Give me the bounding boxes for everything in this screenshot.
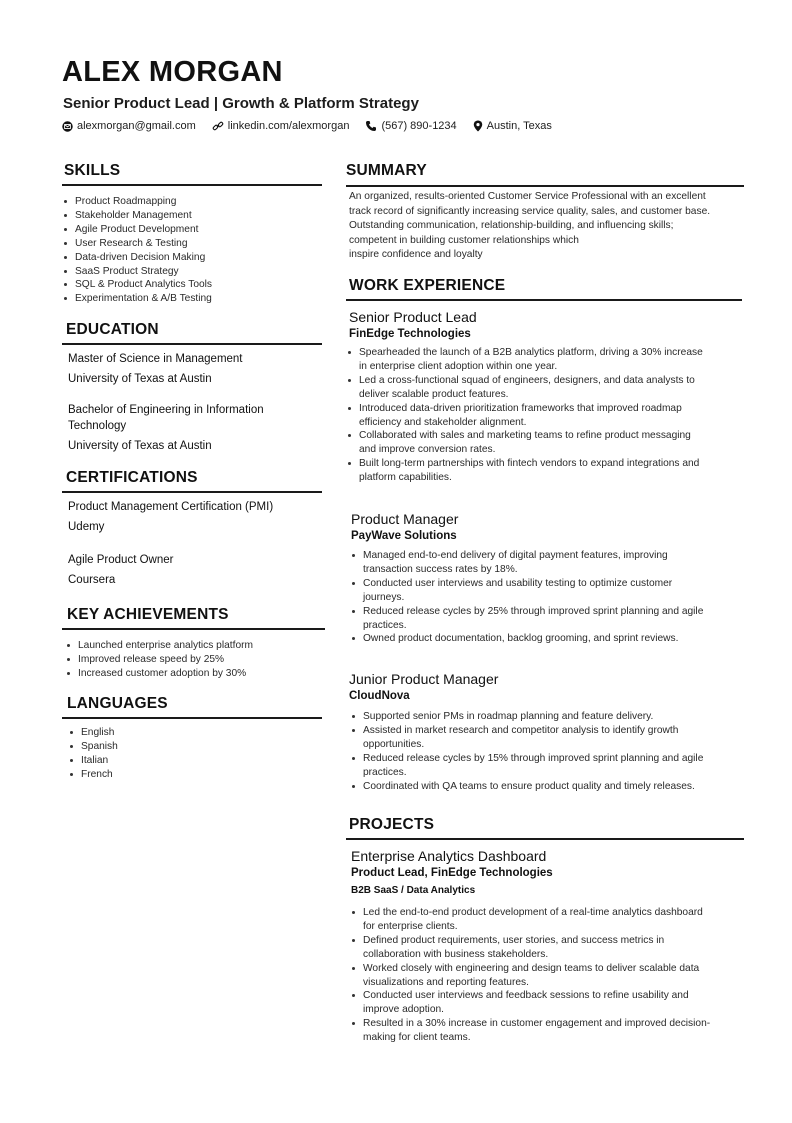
project-name: Enterprise Analytics Dashboard	[351, 848, 547, 864]
experience-heading: WORK EXPERIENCE	[349, 277, 506, 294]
summary-line: An organized, results-oriented Customer Service Professional with an excellent	[349, 191, 706, 202]
job-bullets	[351, 549, 751, 646]
job-bullet: Built long-term partnerships with fintech vendors to expand integrations and platform capabilities.	[347, 457, 747, 485]
achievement-item: Increased customer adoption by 30%	[66, 667, 253, 681]
job-bullet: Reduced release cycles by 25% through improved sprint planning and agile practices.	[351, 605, 751, 633]
job-bullets	[347, 346, 747, 485]
job-company: PayWave Solutions	[351, 530, 457, 542]
contact-phone[interactable]	[365, 120, 456, 132]
summary-line: competent in building customer relationships which	[349, 234, 579, 246]
language-item: French	[69, 768, 118, 782]
job-bullet: Assisted in market research and competitor analysis to identify growth opportunities.	[351, 724, 751, 752]
certifications-divider	[62, 491, 322, 493]
project-bullet: Worked closely with engineering and design teams to deliver scalable data visualizations and reporting features.	[351, 962, 751, 990]
certifications-heading: CERTIFICATIONS	[66, 469, 198, 486]
education-school: University of Texas at Austin	[68, 440, 212, 452]
project-bullets	[351, 906, 751, 1045]
project-bullet: Defined product requirements, user stories, and success metrics in collaboration with business stakeholders.	[351, 934, 751, 962]
project-bullet: Led the end-to-end product development of a real-time analytics dashboard for enterprise clients.	[351, 906, 751, 934]
projects-divider	[346, 838, 744, 840]
job-bullet: Managed end-to-end delivery of digital payment features, improving transaction success rates by 18%.	[351, 549, 751, 577]
achievements-divider	[62, 628, 325, 630]
skills-divider	[62, 184, 322, 186]
projects-heading: PROJECTS	[349, 816, 435, 833]
contact-bar	[62, 120, 568, 132]
job-title: Junior Product Manager	[349, 671, 499, 687]
skills-list	[63, 195, 212, 306]
languages-list	[69, 726, 118, 782]
job-bullet: Owned product documentation, backlog grooming, and sprint reviews.	[351, 632, 751, 646]
job-title: Product Manager	[351, 511, 459, 527]
email-text: alexmorgan@gmail.com	[77, 120, 196, 132]
linkedin-text: linkedin.com/alexmorgan	[227, 120, 350, 132]
summary-heading: SUMMARY	[346, 162, 427, 179]
contact-linkedin[interactable]	[212, 120, 350, 132]
project-bullet: Resulted in a 30% increase in customer engagement and improved decision- making for client teams.	[351, 1017, 751, 1045]
summary-line: track record of significantly increasing service quality, sales, and customer base.	[349, 205, 711, 217]
education-school: University of Texas at Austin	[68, 373, 212, 385]
project-bullet: Conducted user interviews and feedback sessions to refine usability and improve adoption.	[351, 989, 751, 1017]
achievement-item: Launched enterprise analytics platform	[66, 639, 253, 653]
skill-item: Stakeholder Management	[63, 209, 212, 223]
summary-divider	[346, 185, 744, 187]
headline: Senior Product Lead | Growth & Platform Strategy	[63, 95, 419, 112]
certification-issuer: Coursera	[68, 574, 116, 586]
job-bullet: Reduced release cycles by 15% through improved sprint planning and agile practices.	[351, 752, 751, 780]
language-item: Italian	[69, 754, 118, 768]
summary-line: Outstanding communication, relationship-building, and influencing skills;	[349, 220, 674, 232]
job-bullets	[351, 710, 751, 793]
skill-item: Experimentation & A/B Testing	[63, 292, 212, 306]
skill-item: Agile Product Development	[63, 223, 212, 237]
job-company: FinEdge Technologies	[349, 328, 471, 340]
skill-item: Data-driven Decision Making	[63, 251, 212, 265]
email-icon	[62, 121, 73, 132]
job-bullet: Spearheaded the launch of a B2B analytics platform, driving a 30% increase in enterprise client adoption within one year.	[347, 346, 747, 374]
education-degree: Bachelor of Engineering in Information Technology	[68, 404, 264, 432]
skill-item: User Research & Testing	[63, 237, 212, 251]
candidate-name: ALEX MORGAN	[62, 56, 283, 88]
certification-name: Agile Product Owner	[68, 554, 174, 566]
language-item: Spanish	[69, 740, 118, 754]
summary-text	[349, 190, 749, 263]
languages-divider	[62, 717, 322, 719]
certification-issuer: Udemy	[68, 521, 105, 533]
achievements-heading: KEY ACHIEVEMENTS	[67, 606, 229, 623]
phone-icon	[365, 120, 377, 132]
education-divider	[62, 343, 322, 345]
job-title: Senior Product Lead	[349, 309, 477, 325]
languages-heading: LANGUAGES	[67, 695, 168, 712]
project-role: Product Lead, FinEdge Technologies	[351, 867, 553, 879]
contact-location	[473, 120, 552, 132]
achievement-item: Improved release speed by 25%	[66, 653, 253, 667]
phone-text: (567) 890-1234	[381, 120, 457, 132]
job-company: CloudNova	[349, 690, 410, 702]
skill-item: Product Roadmapping	[63, 195, 212, 209]
location-text: Austin, Texas	[486, 120, 552, 132]
contact-email[interactable]	[62, 120, 196, 132]
job-bullet: Collaborated with sales and marketing teams to refine product messaging and improve conversion rates.	[347, 429, 747, 457]
job-bullet: Conducted user interviews and usability testing to optimize customer journeys.	[351, 577, 751, 605]
certification-name: Product Management Certification (PMI)	[68, 501, 274, 513]
achievements-list	[66, 639, 253, 681]
summary-line: inspire confidence and loyalty	[349, 249, 483, 261]
job-bullet: Coordinated with QA teams to ensure product quality and timely releases.	[351, 780, 751, 794]
job-bullet: Introduced data-driven prioritization frameworks that improved roadmap efficiency and stakeholder alignment.	[347, 402, 747, 430]
location-pin-icon	[473, 120, 483, 132]
skills-heading: SKILLS	[64, 162, 121, 179]
project-tag: B2B SaaS / Data Analytics	[351, 885, 476, 896]
education-degree: Master of Science in Management	[68, 353, 243, 365]
skill-item: SaaS Product Strategy	[63, 265, 212, 279]
education-heading: EDUCATION	[66, 321, 159, 338]
job-bullet: Supported senior PMs in roadmap planning and feature delivery.	[351, 710, 751, 724]
language-item: English	[69, 726, 118, 740]
skill-item: SQL & Product Analytics Tools	[63, 278, 212, 292]
link-icon	[212, 120, 224, 132]
experience-divider	[346, 299, 742, 301]
job-bullet: Led a cross-functional squad of engineers, designers, and data analysts to deliver scalable product features.	[347, 374, 747, 402]
